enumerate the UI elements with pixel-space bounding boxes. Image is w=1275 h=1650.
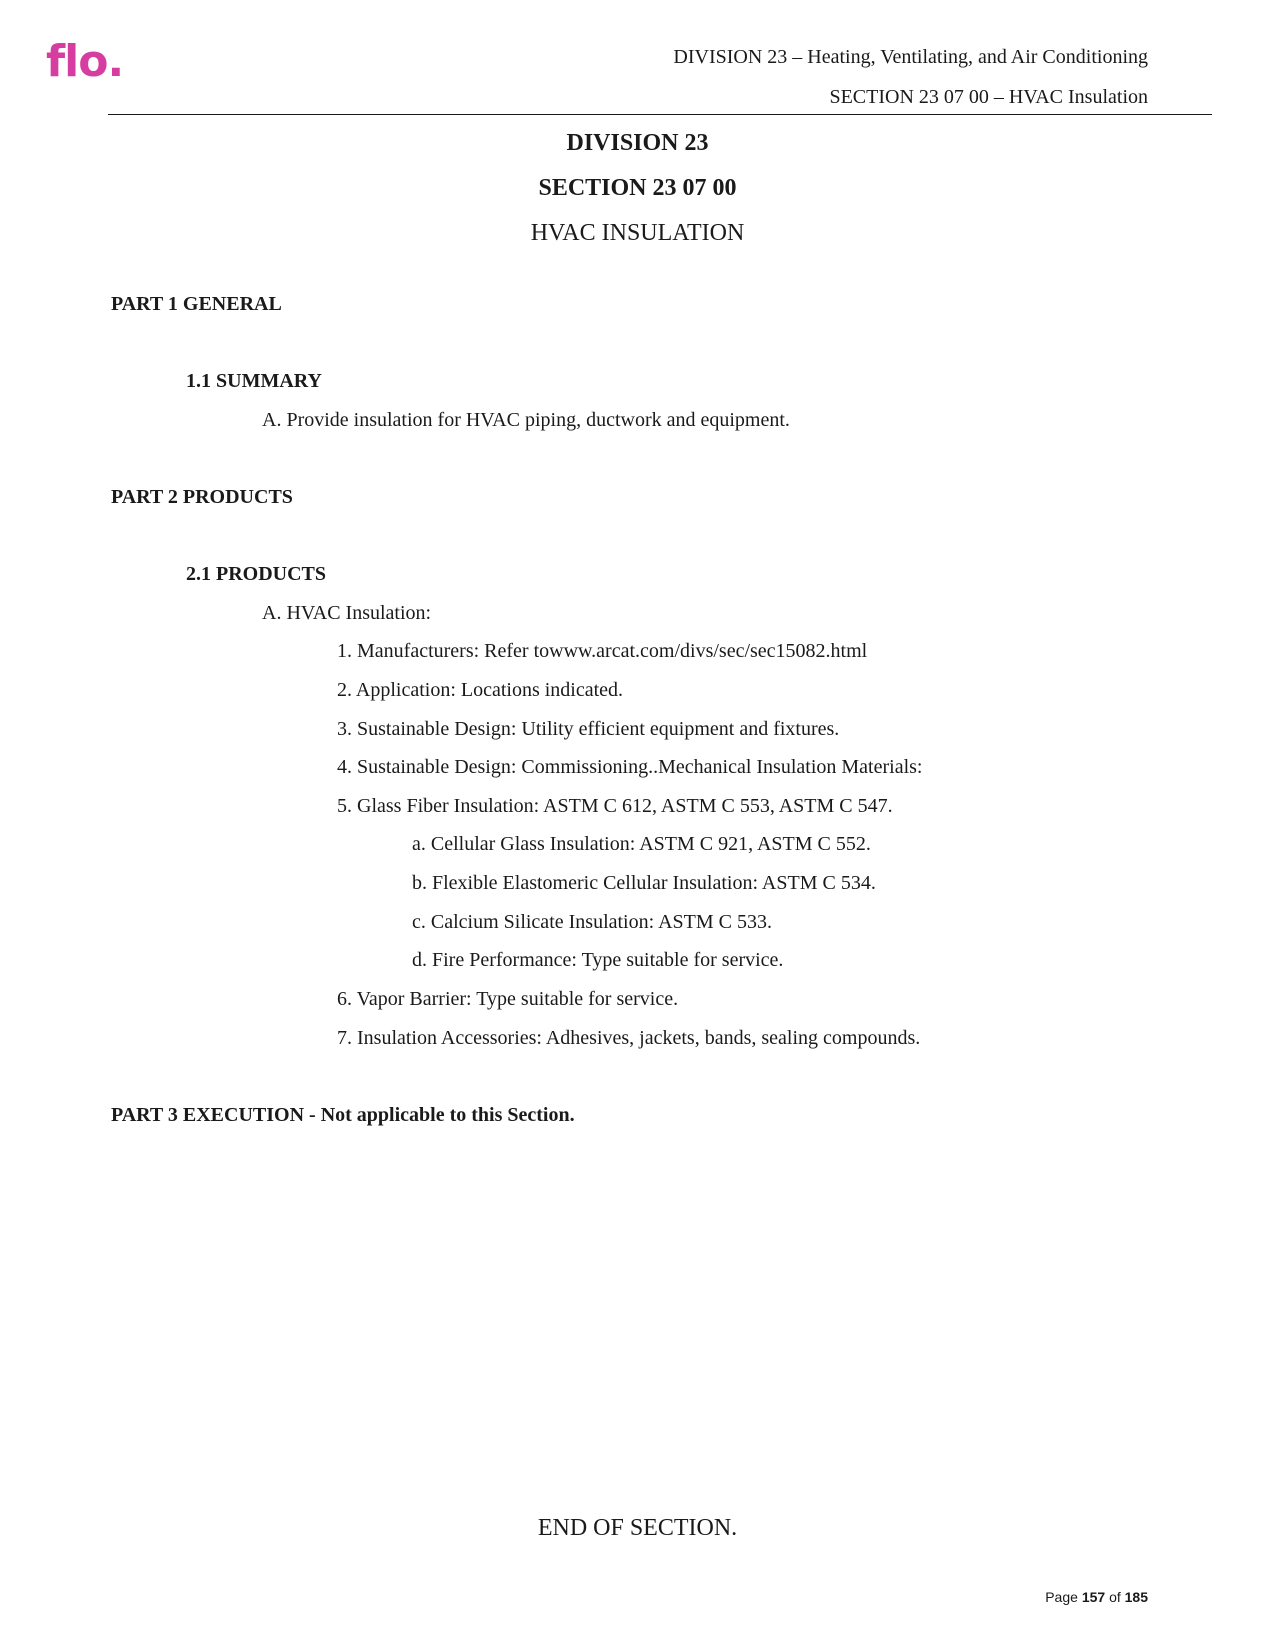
logo-text: flo.	[46, 36, 124, 87]
list-item: 6. Vapor Barrier: Type suitable for service.	[337, 988, 679, 1010]
part3-heading: PART 3 EXECUTION	[111, 1104, 305, 1126]
page-label: Page	[1045, 1589, 1078, 1605]
part3-note: - Not applicable to this Section.	[304, 1104, 575, 1126]
page-number	[1045, 1590, 1148, 1604]
title-name: HVAC INSULATION	[530, 220, 745, 246]
part1-subheading: 1.1 SUMMARY	[186, 370, 322, 392]
part1-item-a: A. Provide insulation for HVAC piping, ductwork and equipment.	[262, 409, 790, 431]
list-item: 7. Insulation Accessories: Adhesives, jackets, bands, sealing compounds.	[337, 1027, 921, 1049]
list-subitem: d. Fire Performance: Type suitable for service.	[412, 949, 784, 971]
header-divider	[108, 114, 1212, 115]
page-of: of	[1109, 1589, 1121, 1605]
part1-heading: PART 1 GENERAL	[111, 293, 282, 315]
list-item: 4. Sustainable Design: Commissioning..Mechanical Insulation Materials:	[337, 756, 923, 778]
flo-logo	[46, 36, 124, 87]
list-item: 1. Manufacturers: Refer towww.arcat.com/divs/sec/sec15082.html	[337, 640, 868, 662]
running-header-division: DIVISION 23 – Heating, Ventilating, and Air Conditioning	[673, 46, 1148, 68]
list-item: 2. Application: Locations indicated.	[337, 679, 624, 701]
page-current: 157	[1081, 1589, 1106, 1605]
list-subitem: c. Calcium Silicate Insulation: ASTM C 533.	[412, 911, 772, 933]
part2-subheading: 2.1 PRODUCTS	[186, 563, 327, 585]
title-section: SECTION 23 07 00	[538, 175, 737, 201]
list-item: 3. Sustainable Design: Utility efficient equipment and fixtures.	[337, 718, 840, 740]
page-total: 185	[1124, 1589, 1148, 1605]
list-subitem: b. Flexible Elastomeric Cellular Insulation: ASTM C 534.	[412, 872, 876, 894]
part3-line	[111, 1105, 575, 1125]
running-header-section: SECTION 23 07 00 – HVAC Insulation	[829, 86, 1148, 108]
list-item: 5. Glass Fiber Insulation: ASTM C 612, ASTM C 553, ASTM C 547.	[337, 795, 893, 817]
part2-item-a: A. HVAC Insulation:	[262, 602, 432, 624]
part2-heading: PART 2 PRODUCTS	[111, 486, 293, 508]
title-division: DIVISION 23	[566, 130, 709, 156]
end-of-section: END OF SECTION.	[537, 1515, 738, 1541]
list-subitem: a. Cellular Glass Insulation: ASTM C 921, ASTM C 552.	[412, 833, 871, 855]
